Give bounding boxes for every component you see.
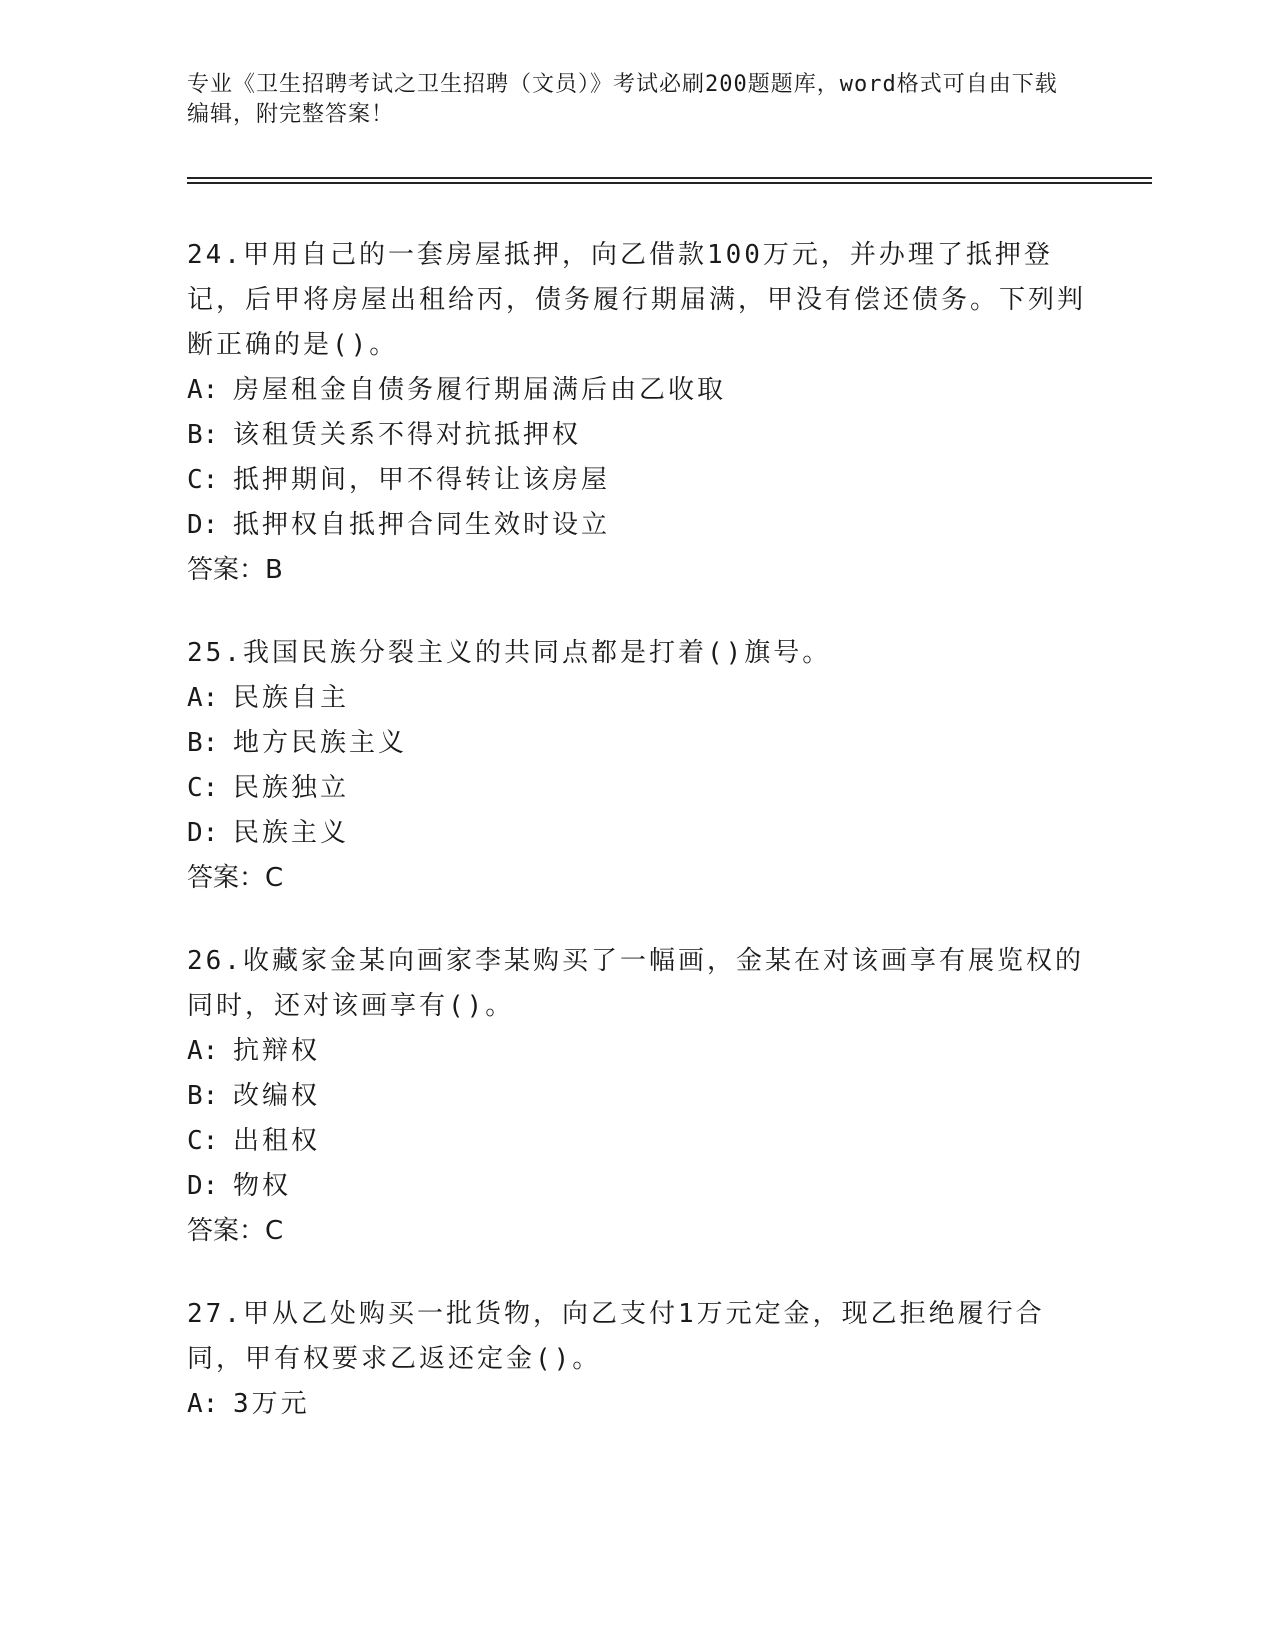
option-text: 民族主义: [233, 818, 350, 848]
option-c: [187, 766, 1087, 811]
answer-line: 答案：B: [187, 555, 283, 585]
option-d: [187, 811, 1087, 856]
question-stem: 25.我国民族分裂主义的共同点都是打着()旗号。: [187, 638, 832, 668]
header-divider-bottom: [187, 182, 1152, 184]
option-letter: B:: [187, 1081, 219, 1111]
option-letter: C:: [187, 465, 219, 495]
option-text: 房屋租金自债务履行期届满后由乙收取: [233, 375, 727, 405]
question-stem: 24.甲用自己的一套房屋抵押，向乙借款100万元，并办理了抵押登记，后甲将房屋出租给丙，债务履行期届满，甲没有偿还债务。下列判断正确的是()。: [187, 240, 1087, 360]
question-stem: 27.甲从乙处购买一批货物，向乙支付1万元定金，现乙拒绝履行合同，甲有权要求乙返还定金()。: [187, 1299, 1045, 1374]
header-divider-top: [187, 177, 1152, 179]
option-text: 抵押期间，甲不得转让该房屋: [233, 465, 611, 495]
option-letter: A:: [187, 1036, 219, 1066]
option-c: [187, 1119, 1087, 1164]
option-text: 改编权: [233, 1081, 321, 1111]
option-letter: C:: [187, 773, 219, 803]
option-text: 抗辩权: [233, 1036, 321, 1066]
option-text: 3万元: [233, 1389, 310, 1419]
option-a: [187, 1382, 1087, 1427]
option-text: 物权: [233, 1171, 292, 1201]
option-letter: D:: [187, 818, 219, 848]
document-header: 专业《卫生招聘考试之卫生招聘（文员）》考试必刷200题题库，word格式可自由下载编辑，附完整答案！: [187, 72, 1058, 127]
option-a: [187, 368, 1087, 413]
option-letter: C:: [187, 1126, 219, 1156]
question-25: [187, 631, 1087, 901]
question-26: [187, 939, 1087, 1254]
option-letter: B:: [187, 420, 219, 450]
option-letter: A:: [187, 683, 219, 713]
option-text: 该租赁关系不得对抗抵押权: [233, 420, 582, 450]
option-letter: A:: [187, 375, 219, 405]
option-text: 民族独立: [233, 773, 350, 803]
question-24: [187, 233, 1087, 593]
option-text: 抵押权自抵押合同生效时设立: [233, 510, 611, 540]
option-letter: A:: [187, 1389, 219, 1419]
answer-line: 答案：C: [187, 863, 284, 893]
option-a: [187, 1029, 1087, 1074]
option-c: [187, 458, 1087, 503]
option-d: [187, 503, 1087, 548]
option-text: 地方民族主义: [233, 728, 408, 758]
option-a: [187, 676, 1087, 721]
question-list: [187, 233, 1087, 1465]
option-text: 民族自主: [233, 683, 350, 713]
option-letter: B:: [187, 728, 219, 758]
question-27: [187, 1292, 1087, 1427]
option-letter: D:: [187, 510, 219, 540]
option-d: [187, 1164, 1087, 1209]
question-stem: 26.收藏家金某向画家李某购买了一幅画，金某在对该画享有展览权的同时，还对该画享有()。: [187, 946, 1084, 1021]
option-b: [187, 1074, 1087, 1119]
answer-line: 答案：C: [187, 1216, 284, 1246]
option-letter: D:: [187, 1171, 219, 1201]
option-b: [187, 721, 1087, 766]
option-text: 出租权: [233, 1126, 321, 1156]
option-b: [187, 413, 1087, 458]
